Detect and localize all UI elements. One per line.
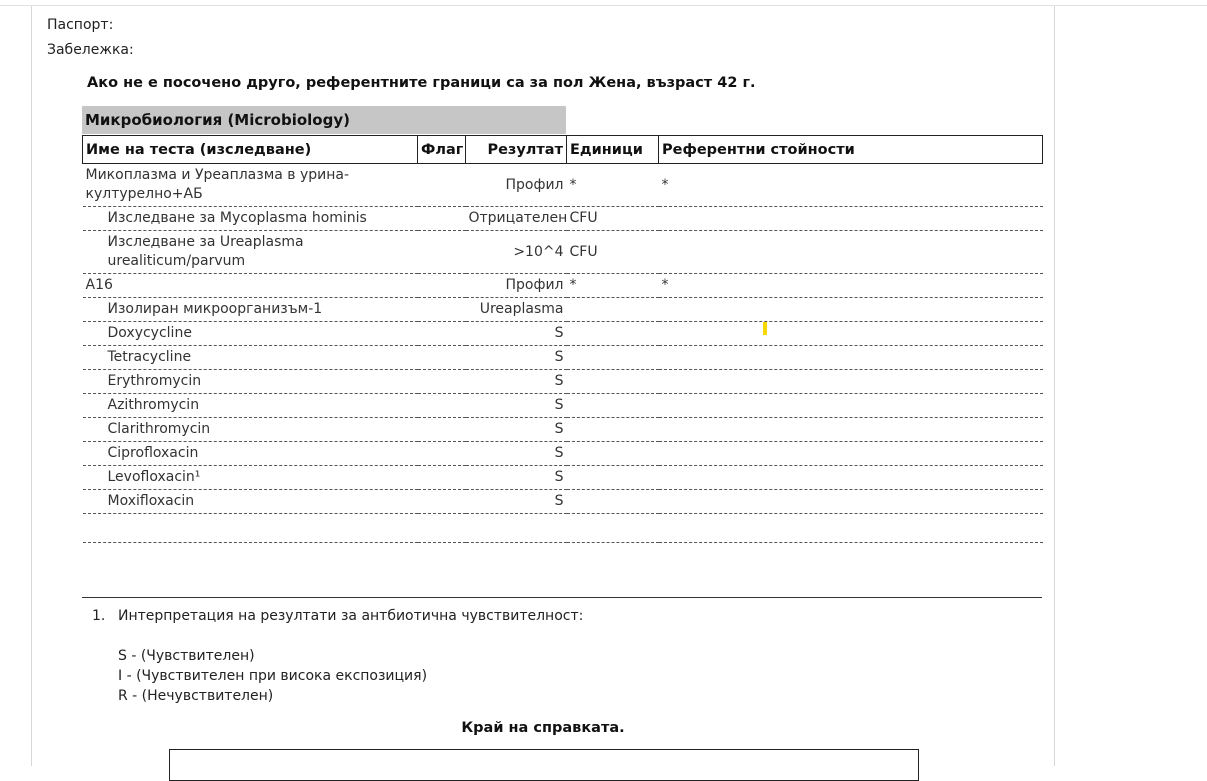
reference-cell — [659, 394, 1043, 418]
table-row — [83, 370, 1043, 394]
reference-cell — [659, 370, 1043, 394]
units-cell — [567, 466, 659, 490]
reference-cell — [659, 466, 1043, 490]
legend-item-s: S - (Чувствителен) — [118, 648, 255, 664]
result-cell: Отрицателен — [466, 207, 567, 231]
table-spacer-row — [83, 514, 1043, 543]
test-name-cell: A16 — [83, 274, 418, 298]
units-cell — [567, 322, 659, 346]
result-cell: Профил — [466, 164, 567, 207]
header-reference: Референтни стойности — [659, 136, 1043, 164]
result-cell: Ureaplasma — [466, 298, 567, 322]
table-row — [83, 231, 1043, 274]
units-cell: * — [567, 164, 659, 207]
table-row — [83, 490, 1043, 514]
spacer-cell — [83, 514, 418, 543]
units-cell — [567, 442, 659, 466]
units-cell — [567, 490, 659, 514]
flag-cell — [418, 346, 466, 370]
reference-cell — [659, 298, 1043, 322]
section-title: Микробиология (Microbiology) — [82, 106, 566, 134]
passport-label: Паспорт: — [47, 17, 114, 33]
test-name-cell: Изолиран микроорганизъм-1 — [83, 298, 418, 322]
note-label: Забележка: — [47, 42, 134, 58]
reference-cell — [659, 346, 1043, 370]
footnote-title: Интерпретация на резултати за антбиотична чувствителност: — [118, 608, 584, 624]
flag-cell — [418, 442, 466, 466]
spacer-cell — [567, 514, 659, 543]
test-name-cell: Levofloxacin¹ — [83, 466, 418, 490]
units-cell: CFU — [567, 231, 659, 274]
table-row — [83, 442, 1043, 466]
flag-cell — [418, 231, 466, 274]
legend-item-i: I - (Чувствителен при висока експозиция) — [118, 668, 428, 684]
susceptibility-legend — [118, 646, 427, 706]
reference-cell — [659, 322, 1043, 346]
units-cell — [567, 394, 659, 418]
table-row — [83, 322, 1043, 346]
test-name-cell: Moxifloxacin — [83, 490, 418, 514]
result-cell: Профил — [466, 274, 567, 298]
reference-cell — [659, 418, 1043, 442]
table-row — [83, 394, 1043, 418]
report-page — [31, 6, 1055, 766]
flag-cell — [418, 394, 466, 418]
result-cell: S — [466, 346, 567, 370]
table-header-row — [83, 136, 1043, 164]
reference-cell: * — [659, 274, 1043, 298]
table-row — [83, 466, 1043, 490]
flag-cell — [418, 298, 466, 322]
result-cell: S — [466, 442, 567, 466]
flag-cell — [418, 466, 466, 490]
units-cell — [567, 418, 659, 442]
reference-cell — [659, 231, 1043, 274]
highlight-marker — [763, 322, 767, 335]
result-cell: S — [466, 394, 567, 418]
flag-cell — [418, 164, 466, 207]
table-row — [83, 346, 1043, 370]
spacer-cell — [659, 514, 1043, 543]
reference-cell — [659, 490, 1043, 514]
units-cell — [567, 298, 659, 322]
table-row — [83, 418, 1043, 442]
units-cell — [567, 370, 659, 394]
reference-cell — [659, 207, 1043, 231]
test-name-cell: Erythromycin — [83, 370, 418, 394]
footnote-number: 1. — [92, 608, 106, 624]
reference-note: Ако не е посочено друго, референтните граници са за пол Жена, възраст 42 г. — [87, 75, 756, 91]
signature-box — [169, 749, 919, 781]
header-test-name: Име на теста (изследване) — [83, 136, 418, 164]
test-name-cell: Изследване за Ureaplasma urealiticum/parvum — [83, 231, 418, 274]
test-name-cell: Azithromycin — [83, 394, 418, 418]
reference-cell — [659, 442, 1043, 466]
results-table — [82, 135, 1043, 543]
test-name-cell: Clarithromycin — [83, 418, 418, 442]
units-cell: * — [567, 274, 659, 298]
header-result: Резултат — [466, 136, 567, 164]
units-cell: CFU — [567, 207, 659, 231]
result-cell: S — [466, 418, 567, 442]
spacer-cell — [418, 514, 466, 543]
result-cell: S — [466, 322, 567, 346]
flag-cell — [418, 274, 466, 298]
table-row — [83, 207, 1043, 231]
units-cell — [567, 346, 659, 370]
header-units: Единици — [567, 136, 659, 164]
test-name-cell: Микоплазма и Уреаплазма в урина-културелно+АБ — [83, 164, 418, 207]
flag-cell — [418, 370, 466, 394]
table-row — [83, 298, 1043, 322]
test-name-cell: Tetracycline — [83, 346, 418, 370]
reference-cell: * — [659, 164, 1043, 207]
table-row — [83, 274, 1043, 298]
spacer-cell — [466, 514, 567, 543]
results-body — [83, 164, 1043, 543]
test-name-cell: Ciprofloxacin — [83, 442, 418, 466]
end-of-report: Край на справката. — [461, 720, 625, 736]
result-cell: S — [466, 370, 567, 394]
flag-cell — [418, 490, 466, 514]
result-cell: S — [466, 466, 567, 490]
test-name-cell: Изследване за Mycoplasma hominis — [83, 207, 418, 231]
flag-cell — [418, 207, 466, 231]
legend-item-r: R - (Нечувствителен) — [118, 688, 274, 704]
result-cell: S — [466, 490, 567, 514]
footnote-divider — [82, 597, 1042, 598]
flag-cell — [418, 418, 466, 442]
result-cell: >10^4 — [466, 231, 567, 274]
test-name-cell: Doxycycline — [83, 322, 418, 346]
table-row — [83, 164, 1043, 207]
header-flag: Флаг — [418, 136, 466, 164]
flag-cell — [418, 322, 466, 346]
